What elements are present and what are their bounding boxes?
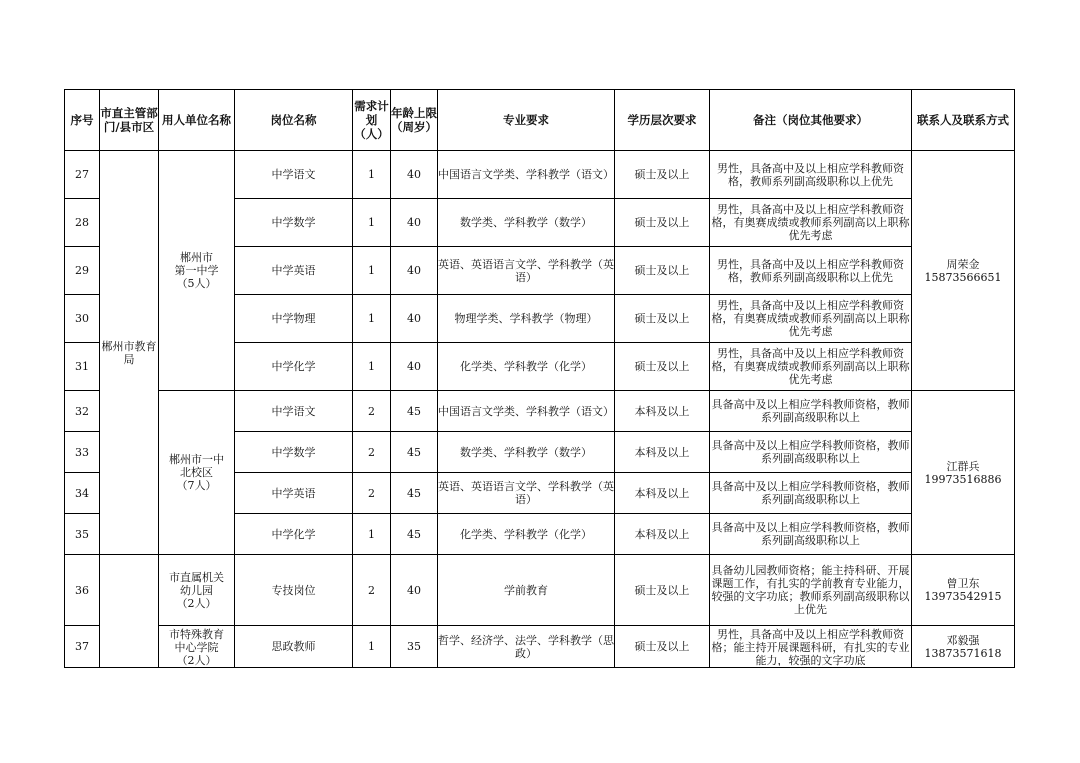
- cell-contact: [912, 555, 1015, 626]
- header-unit: 用人单位名称: [159, 90, 235, 151]
- table-row: [65, 151, 1015, 199]
- cell-age: 40: [391, 247, 438, 295]
- cell-education: 硕士及以上: [615, 555, 710, 626]
- cell-position: 思政教师: [235, 626, 353, 668]
- cell-age: 40: [391, 295, 438, 343]
- header-edu: 学历层次要求: [615, 90, 710, 151]
- cell-contact: [912, 626, 1015, 668]
- contact-phone: 13873571618: [924, 646, 1002, 660]
- cell-unit-wrap: [159, 626, 235, 668]
- cell-major: 哲学、经济学、法学、学科教学（思政）: [438, 626, 615, 668]
- header-note: 备注（岗位其他要求）: [710, 90, 912, 151]
- cell-age: 35: [391, 626, 438, 668]
- contact-phone: 13973542915: [924, 590, 1002, 603]
- cell-major: 化学类、学科教学（化学）: [438, 514, 615, 555]
- header-major: 专业要求: [438, 90, 615, 151]
- header-dept: 市直主管部门/县市区: [100, 90, 159, 151]
- cell-unit: 市直属机关 幼儿园 （2人）: [159, 555, 235, 626]
- contact-phone: 15873566651: [924, 270, 1002, 284]
- cell-quota: 1: [353, 514, 391, 555]
- cell-seq: 34: [65, 473, 100, 514]
- cell-major: 数学类、学科教学（数学）: [438, 432, 615, 473]
- cell-note: 具备高中及以上相应学科教师资格，教师系列副高级职称以上: [710, 473, 912, 514]
- cell-note: 具备高中及以上相应学科教师资格，教师系列副高级职称以上: [710, 391, 912, 432]
- cell-department-blank: [100, 555, 159, 668]
- cell-education: 硕士及以上: [615, 343, 710, 391]
- cell-education: 硕士及以上: [615, 626, 710, 668]
- cell-age: 45: [391, 514, 438, 555]
- cell-quota: 2: [353, 391, 391, 432]
- cell-education: 硕士及以上: [615, 247, 710, 295]
- cell-seq: 30: [65, 295, 100, 343]
- header-contact: 联系人及联系方式: [912, 90, 1015, 151]
- cell-position: 中学物理: [235, 295, 353, 343]
- cell-age: 40: [391, 555, 438, 626]
- cell-note: 男性，具备高中及以上相应学科教师资格，教师系列副高级职称以上优先: [710, 247, 912, 295]
- cell-position: 中学英语: [235, 247, 353, 295]
- cell-major: 学前教育: [438, 555, 615, 626]
- cell-position: 中学英语: [235, 473, 353, 514]
- cell-quota: 2: [353, 555, 391, 626]
- cell-quota: 1: [353, 343, 391, 391]
- cell-major: 英语、英语语言文学、学科教学（英语）: [438, 247, 615, 295]
- cell-position: 专技岗位: [235, 555, 353, 626]
- cell-note: 男性，具备高中及以上相应学科教师资格，有奥赛成绩或教师系列副高以上职称优先考虑: [710, 295, 912, 343]
- cell-position: 中学化学: [235, 343, 353, 391]
- cell-education: 本科及以上: [615, 473, 710, 514]
- cell-education: 本科及以上: [615, 514, 710, 555]
- cell-age: 45: [391, 473, 438, 514]
- cell-seq: 32: [65, 391, 100, 432]
- cell-position: 中学数学: [235, 432, 353, 473]
- contact-name: 周荣金: [946, 257, 980, 271]
- header-position: 岗位名称: [235, 90, 353, 151]
- cell-seq: 33: [65, 432, 100, 473]
- contact-phone: 19973516886: [924, 472, 1002, 486]
- cell-seq: 28: [65, 199, 100, 247]
- cell-education: 硕士及以上: [615, 199, 710, 247]
- cell-note: 具备幼儿园教师资格；能主持科研、开展课题工作，有扎实的学前教育专业能力，较强的文字功底；教师系列副高级职称以上优先: [710, 555, 912, 626]
- cell-major: 物理学类、学科教学（物理）: [438, 295, 615, 343]
- cell-quota: 2: [353, 432, 391, 473]
- contact-name: 曾卫东: [946, 577, 980, 590]
- cell-seq: 35: [65, 514, 100, 555]
- header-seq: 序号: [65, 90, 100, 151]
- header-age: 年龄上限（周岁）: [391, 90, 438, 151]
- cell-quota: 1: [353, 626, 391, 668]
- cell-major: 化学类、学科教学（化学）: [438, 343, 615, 391]
- cell-seq: 27: [65, 151, 100, 199]
- table-row: [65, 555, 1015, 626]
- cell-note: 男性，具备高中及以上相应学科教师资格，教师系列副高级职称以上优先: [710, 151, 912, 199]
- cell-note: 男性，具备高中及以上相应学科教师资格；能主持开展课题科研，有扎实的专业能力，较强的文字功底: [711, 627, 910, 666]
- cell-quota: 1: [353, 247, 391, 295]
- cell-quota: 1: [353, 151, 391, 199]
- cell-seq: 31: [65, 343, 100, 391]
- table-row: [65, 391, 1015, 432]
- cell-education: 硕士及以上: [615, 295, 710, 343]
- cell-note: 男性，具备高中及以上相应学科教师资格，有奥赛成绩或教师系列副高以上职称优先考虑: [710, 343, 912, 391]
- contact-name: 邓毅强: [946, 633, 980, 647]
- cell-unit: 郴州市 第一中学 （5人）: [159, 151, 235, 391]
- cell-education: 硕士及以上: [615, 151, 710, 199]
- cell-age: 40: [391, 151, 438, 199]
- header-quota: 需求计划（人）: [353, 90, 391, 151]
- cell-department: 郴州市教育局: [100, 151, 159, 555]
- header-row: [65, 90, 1015, 151]
- cell-contact: [912, 151, 1015, 391]
- cell-unit: 郴州市一中 北校区 （7人）: [159, 391, 235, 555]
- cell-note: 男性，具备高中及以上相应学科教师资格，有奥赛成绩或教师系列副高以上职称优先考虑: [710, 199, 912, 247]
- cell-education: 本科及以上: [615, 432, 710, 473]
- cell-note: 具备高中及以上相应学科教师资格，教师系列副高级职称以上: [710, 514, 912, 555]
- cell-major: 数学类、学科教学（数学）: [438, 199, 615, 247]
- cell-seq: 29: [65, 247, 100, 295]
- cell-age: 40: [391, 199, 438, 247]
- cell-position: 中学化学: [235, 514, 353, 555]
- cell-education: 本科及以上: [615, 391, 710, 432]
- cell-unit: 市特殊教育 中心学院 （2人）: [169, 627, 224, 666]
- cell-quota: 1: [353, 199, 391, 247]
- table-row: [65, 626, 1015, 668]
- cell-major: 中国语言文学类、学科教学（语文）: [438, 151, 615, 199]
- cell-age: 45: [391, 391, 438, 432]
- cell-position: 中学语文: [235, 391, 353, 432]
- cell-contact: [912, 391, 1015, 555]
- cell-major: 中国语言文学类、学科教学（语文）: [438, 391, 615, 432]
- cell-seq: 36: [65, 555, 100, 626]
- cell-major: 英语、英语语言文学、学科教学（英语）: [438, 473, 615, 514]
- cell-quota: 1: [353, 295, 391, 343]
- cell-age: 45: [391, 432, 438, 473]
- cell-position: 中学数学: [235, 199, 353, 247]
- cell-note-wrap: [710, 626, 912, 668]
- cell-quota: 2: [353, 473, 391, 514]
- cell-seq: 37: [65, 626, 100, 668]
- contact-name: 江群兵: [946, 459, 980, 473]
- cell-position: 中学语文: [235, 151, 353, 199]
- cell-age: 40: [391, 343, 438, 391]
- cell-note: 具备高中及以上相应学科教师资格，教师系列副高级职称以上: [710, 432, 912, 473]
- recruitment-table: [64, 89, 1015, 668]
